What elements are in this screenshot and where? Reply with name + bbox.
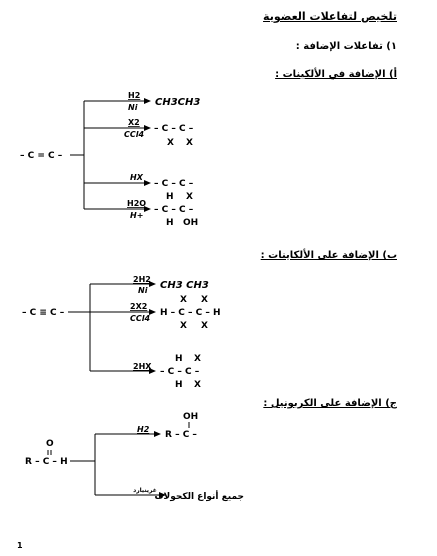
alkyne-r2-condition: CCl4 [130,314,151,323]
carbonyl-r1-reagent: H2 [137,425,150,434]
alkene-r4-product: – C – C – [154,205,194,215]
alkyne-reactant: – C ≡ C – [22,308,65,318]
alkene-r2-condition: CCl4 [124,130,145,139]
alkene-reactant: – C = C – [20,151,63,161]
section-alkynes: ب) الإضافة على الألكاينات : [260,250,397,261]
alkene-r4-sub-h: H [166,218,174,228]
carbonyl-reactant: R – C – H [25,457,68,467]
alkyne-r2-reagent: 2X2 [130,302,148,311]
alkyne-r2-product: H – C – C – H [160,308,221,318]
carbonyl-r2-reagent: غرينيارد [133,487,157,494]
alkene-r4-sub-oh: OH [183,218,199,228]
alkene-r2-sub-2: X [186,138,193,148]
alkene-r3-sub-x: X [186,192,193,202]
alkyne-r3-product: – C – C – [160,367,200,377]
alkene-r2-product: – C – C – [154,124,194,134]
alkene-r4-reagent: H2O [127,199,147,208]
alkene-r3-product: – C – C – [154,179,194,189]
alkyne-r3-x-top: X [194,354,201,364]
alkyne-r2-x-top-2: X [201,295,208,305]
alkyne-r2-x-bottom-1: X [180,321,187,331]
carbonyl-r1-oh: OH [183,412,199,422]
carbonyl-r1-product: R – C – [165,430,197,440]
section-addition-reactions: ١) تفاعلات الإضافة : [295,41,397,52]
alkyne-r3-h-top: H [175,354,183,364]
alkene-r2-sub-1: X [167,138,174,148]
page-title: تلخيص لتفاعلات العضوية [263,10,397,23]
alkyne-r1-product: CH3 CH3 [160,280,209,291]
alkyne-r1-condition: Ni [138,286,148,295]
alkyne-r3-x-bottom: X [194,380,201,390]
carbonyl-oxygen: O [46,439,54,449]
page-number: 1 [17,541,23,550]
alkene-r3-reagent: HX [130,173,143,182]
alkene-r4-condition: H+ [130,211,144,220]
alkyne-r2-x-top-1: X [180,295,187,305]
alkyne-r2-x-bottom-2: X [201,321,208,331]
alkene-r1-condition: Ni [128,103,138,112]
section-carbonyl: ج) الإضافة على الكربونيل : [263,398,397,409]
alkyne-r3-h-bottom: H [175,380,183,390]
section-alkenes: أ) الإضافة في الألكينات : [275,69,397,80]
alkene-r1-product: CH3CH3 [155,97,201,108]
alkyne-r3-reagent: 2HX [133,362,152,371]
alkene-r3-sub-h: H [166,192,174,202]
alkene-r1-reagent: H2 [128,91,141,100]
alkyne-r1-reagent: 2H2 [133,275,151,284]
carbonyl-r2-product: جميع أنواع الكحولات [154,492,244,502]
alkene-r2-reagent: X2 [128,118,140,127]
